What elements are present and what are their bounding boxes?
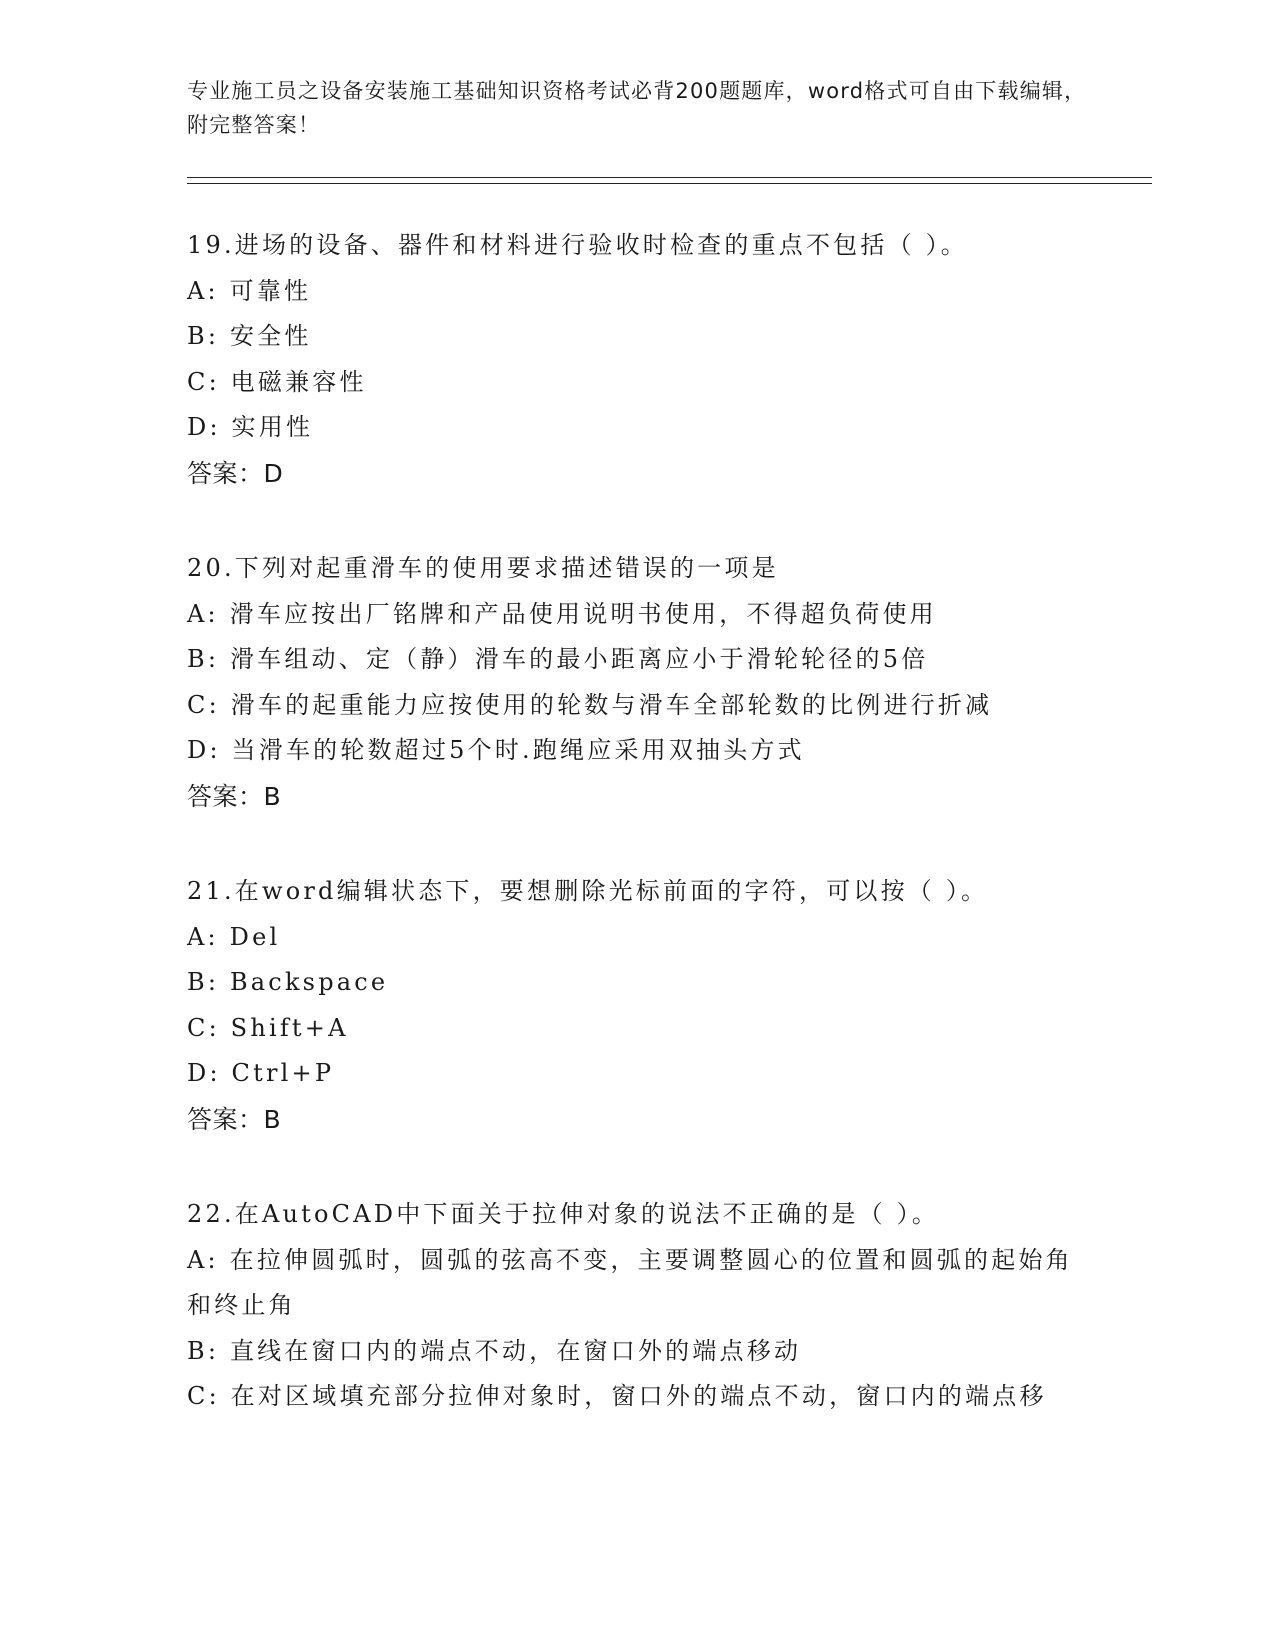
question-stem: 19.进场的设备、器件和材料进行验收时检查的重点不包括（ ）。	[187, 231, 968, 259]
answer-label: 答案：B	[187, 781, 282, 811]
header-divider-top	[187, 177, 1152, 178]
question-19	[187, 223, 1087, 496]
header-divider-bottom	[187, 183, 1152, 184]
question-22	[187, 1192, 1087, 1420]
option-b: B: Backspace	[187, 968, 389, 996]
option-a: A: Del	[187, 922, 281, 951]
option-a: A: 可靠性	[187, 276, 312, 305]
option-b: B: 直线在窗口内的端点不动，在窗口外的端点移动	[187, 1336, 802, 1365]
option-c: C: 滑车的起重能力应按使用的轮数与滑车全部轮数的比例进行折减	[187, 690, 993, 719]
option-d: D: 当滑车的轮数超过5个时.跑绳应采用双抽头方式	[187, 736, 805, 764]
option-c: C: 在对区域填充部分拉伸对象时，窗口外的端点不动，窗口内的端点移	[187, 1382, 1047, 1410]
option-a: A: 滑车应按出厂铭牌和产品使用说明书使用，不得超负荷使用	[187, 599, 937, 628]
answer-label: 答案：B	[187, 1104, 282, 1134]
answer-label: 答案：D	[187, 458, 284, 488]
question-20	[187, 546, 1087, 819]
option-a: A: 在拉伸圆弧时，圆弧的弦高不变，主要调整圆心的位置和圆弧的起始角和终止角	[187, 1245, 1073, 1319]
option-d: D: 实用性	[187, 413, 314, 441]
option-c: C: 电磁兼容性	[187, 367, 367, 396]
question-stem: 21.在word编辑状态下，要想删除光标前面的字符，可以按（ ）。	[187, 877, 989, 905]
option-b: B: 安全性	[187, 322, 312, 350]
option-c: C: Shift+A	[187, 1013, 349, 1042]
document-header: 专业施工员之设备安装施工基础知识资格考试必背200题题库，word格式可自由下载编辑，附完整答案！	[187, 79, 1087, 137]
option-d: D: Ctrl+P	[187, 1059, 335, 1087]
option-b: B: 滑车组动、定（静）滑车的最小距离应小于滑轮轮径的5倍	[187, 645, 929, 673]
question-stem: 22.在AutoCAD中下面关于拉伸对象的说法不正确的是（ ）。	[187, 1200, 940, 1228]
question-21	[187, 869, 1087, 1142]
question-stem: 20.下列对起重滑车的使用要求描述错误的一项是	[187, 554, 779, 582]
